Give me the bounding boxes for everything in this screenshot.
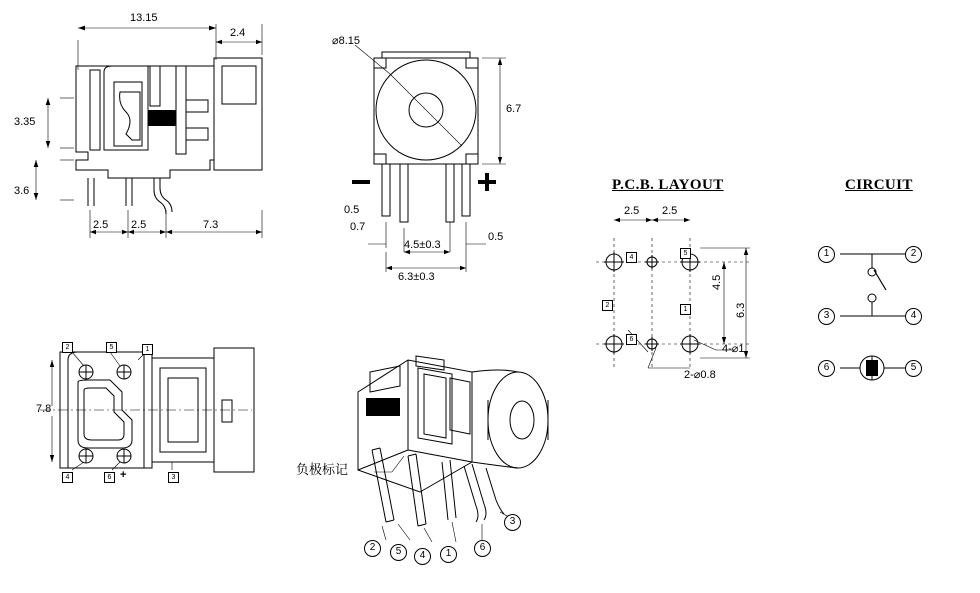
pcb-pad-6: 6 — [626, 334, 637, 345]
iso-pin-2: 2 — [364, 540, 381, 557]
pcb-pad-5: 5 — [680, 248, 691, 259]
dim-b3: 7.3 — [203, 219, 219, 231]
dim-diameter: ⌀8.15 — [332, 35, 361, 47]
pcb-dim-v2: 6.3 — [735, 302, 747, 318]
dim-right-small: 0.5 — [488, 231, 504, 243]
mark-2: 2 — [62, 342, 73, 353]
circuit-pin-5: 5 — [905, 360, 922, 377]
circuit-title: CIRCUIT — [845, 177, 913, 193]
iso-pin-3: 3 — [504, 514, 521, 531]
dim-bottom-height: 7.8 — [36, 403, 52, 415]
mark-1: 1 — [142, 344, 153, 355]
iso-pin-1: 1 — [440, 546, 457, 563]
pcb-layout-title: P.C.B. LAYOUT — [612, 177, 724, 193]
circuit-pin-1: 1 — [818, 246, 835, 263]
dim-left-upper: 3.35 — [14, 116, 36, 128]
mark-4: 4 — [62, 472, 73, 483]
negative-mark-callout: 负极标记 — [296, 463, 349, 478]
polarity-plus-bottom: + — [120, 469, 127, 481]
dim-bottom: 6.3±0.3 — [398, 271, 435, 283]
iso-pin-5: 5 — [390, 544, 407, 561]
dim-b1: 2.5 — [93, 219, 109, 231]
pcb-pad-1: 1 — [680, 304, 691, 315]
pcb-dim-v1: 4.5 — [711, 274, 723, 290]
dim-height: 6.7 — [506, 103, 522, 115]
pcb-dim-p1: 2.5 — [624, 205, 640, 217]
pcb-hole-big: 2-⌀0.8 — [684, 369, 716, 381]
mark-6: 6 — [104, 472, 115, 483]
circuit-pin-6: 6 — [818, 360, 835, 377]
dim-mid: 4.5±0.3 — [404, 239, 441, 251]
pcb-pad-2: 2 — [602, 300, 613, 311]
iso-pin-6: 6 — [474, 540, 491, 557]
circuit-pin-2: 2 — [905, 246, 922, 263]
dim-left-lower: 3.6 — [14, 185, 30, 197]
circuit-pin-3: 3 — [818, 308, 835, 325]
dim-top-width: 13.15 — [130, 12, 158, 24]
pcb-dim-p2: 2.5 — [662, 205, 678, 217]
dim-top-right: 2.4 — [230, 27, 246, 39]
circuit-pin-4: 4 — [905, 308, 922, 325]
pcb-hole-small: 4-⌀1 — [722, 343, 745, 355]
mark-3: 3 — [168, 472, 179, 483]
dim-left-small2: 0.7 — [350, 221, 366, 233]
mark-5: 5 — [106, 342, 117, 353]
dim-b2: 2.5 — [131, 219, 147, 231]
iso-pin-4: 4 — [414, 548, 431, 565]
dim-left-small: 0.5 — [344, 204, 360, 216]
pcb-pad-4: 4 — [626, 252, 637, 263]
